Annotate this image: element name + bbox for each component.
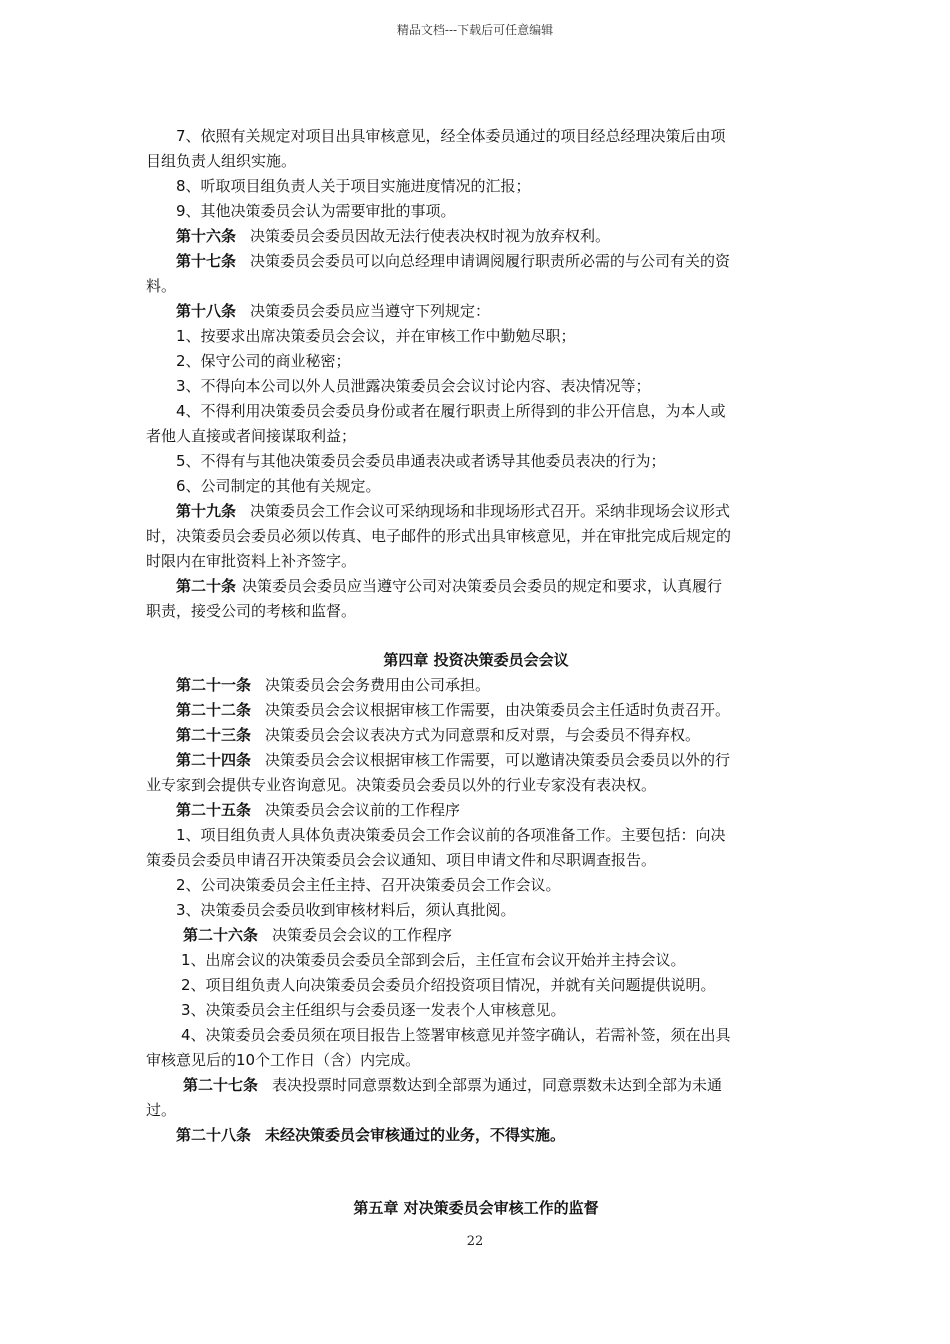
article-heading: 第十八条 (176, 302, 237, 320)
paragraph-line: 料。 (146, 277, 177, 295)
list-item: 2、公司决策委员会主任主持、召开决策委员会工作会议。 (176, 876, 561, 894)
article-18 (146, 299, 806, 324)
article-heading: 第二十六条 (183, 926, 259, 944)
article-heading: 第十六条 (176, 227, 237, 245)
paragraph-line: 职责，接受公司的考核和监督。 (146, 602, 357, 620)
chapter-title: 第五章 对决策委员会审核工作的监督 (353, 1199, 599, 1217)
list-item: 6、公司制定的其他有关规定。 (176, 477, 381, 495)
article-text: 决策委员会会议根据审核工作需要，由决策委员会主任适时负责召开。 (265, 701, 731, 719)
article-heading: 第二十条 (176, 577, 237, 595)
article-text: 决策委员会会务费用由公司承担。 (265, 676, 491, 694)
list-item: 3、决策委员会委员收到审核材料后，须认真批阅。 (176, 901, 516, 919)
article-text: 决策委员会会议前的工作程序 (265, 801, 461, 819)
article-text: 未经决策委员会审核通过的业务，不得实施。 (265, 1126, 566, 1144)
list-item: 1、按要求出席决策委员会会议，并在审核工作中勤勉尽职； (176, 327, 576, 345)
chapter-title: 第四章 投资决策委员会会议 (383, 651, 569, 669)
paragraph-line: 业专家到会提供专业咨询意见。决策委员会委员以外的行业专家没有表决权。 (146, 776, 657, 794)
list-item: 2、保守公司的商业秘密； (176, 352, 351, 370)
article-text: 决策委员会委员应当遵守下列规定： (250, 302, 491, 320)
article-22 (146, 698, 806, 723)
paragraph-line: 过。 (146, 1101, 177, 1119)
article-20 (146, 574, 806, 599)
paragraph-line: 审核意见后的10个工作日（含）内完成。 (146, 1051, 421, 1069)
paragraph-line: 8、听取项目组负责人关于项目实施进度情况的汇报； (176, 177, 531, 195)
article-heading: 第十七条 (176, 252, 237, 270)
article-19 (146, 499, 806, 524)
article-text: 决策委员会委员可以向总经理申请调阅履行职责所必需的与公司有关的资 (250, 252, 731, 270)
list-item: 4、不得利用决策委员会委员身份或者在履行职责上所得到的非公开信息，为本人或 (176, 402, 726, 420)
article-16 (146, 224, 806, 249)
article-heading: 第二十五条 (176, 801, 252, 819)
article-heading: 第二十七条 (183, 1076, 259, 1094)
article-25 (146, 798, 806, 823)
list-item: 3、决策委员会主任组织与会委员逐一发表个人审核意见。 (181, 1001, 566, 1019)
article-text: 决策委员会委员因故无法行使表决权时视为放弃权利。 (250, 227, 611, 245)
list-item: 4、决策委员会委员须在项目报告上签署审核意见并签字确认，若需补签，须在出具 (181, 1026, 731, 1044)
article-23 (146, 723, 806, 748)
article-21 (146, 673, 806, 698)
list-item: 1、项目组负责人具体负责决策委员会工作会议前的各项准备工作。主要包括：向决 (176, 826, 726, 844)
page-header: 精品文档---下载后可任意编辑 (396, 23, 554, 37)
paragraph-line: 者他人直接或者间接谋取利益； (146, 427, 357, 445)
list-item: 2、项目组负责人向决策委员会委员介绍投资项目情况，并就有关问题提供说明。 (181, 976, 716, 994)
article-heading: 第二十四条 (176, 751, 252, 769)
list-item: 1、出席会议的决策委员会委员全部到会后，主任宣布会议开始并主持会议。 (181, 951, 686, 969)
list-item: 3、不得向本公司以外人员泄露决策委员会会议讨论内容、表决情况等； (176, 377, 651, 395)
document-body (146, 124, 806, 1221)
article-28 (146, 1123, 806, 1148)
page-number: 22 (466, 1234, 484, 1249)
article-text: 决策委员会会议表决方式为同意票和反对票，与会委员不得弃权。 (265, 726, 701, 744)
article-text: 决策委员会工作会议可采纳现场和非现场形式召开。采纳非现场会议形式 (250, 502, 731, 520)
article-heading: 第十九条 (176, 502, 237, 520)
article-heading: 第二十三条 (176, 726, 252, 744)
paragraph-line: 策委员会委员申请召开决策委员会会议通知、项目申请文件和尽职调查报告。 (146, 851, 657, 869)
list-item: 5、不得有与其他决策委员会委员串通表决或者诱导其他委员表决的行为； (176, 452, 666, 470)
article-text: 决策委员会会议的工作程序 (272, 926, 453, 944)
paragraph-line: 时，决策委员会委员必须以传真、电子邮件的形式出具审核意见，并在审批完成后规定的 (146, 527, 732, 545)
article-17 (146, 249, 806, 274)
article-text: 决策委员会委员应当遵守公司对决策委员会委员的规定和要求，认真履行 (242, 577, 723, 595)
paragraph-line: 时限内在审批资料上补齐签字。 (146, 552, 357, 570)
article-heading: 第二十一条 (176, 676, 252, 694)
article-26 (146, 923, 806, 948)
article-text: 表决投票时同意票数达到全部票为通过，同意票数未达到全部为未通 (272, 1076, 723, 1094)
article-heading: 第二十二条 (176, 701, 252, 719)
paragraph-line: 目组负责人组织实施。 (146, 152, 297, 170)
article-27 (146, 1073, 806, 1098)
article-24 (146, 748, 806, 773)
article-heading: 第二十八条 (176, 1126, 252, 1144)
article-text: 决策委员会会议根据审核工作需要，可以邀请决策委员会委员以外的行 (265, 751, 731, 769)
paragraph-line: 9、其他决策委员会认为需要审批的事项。 (176, 202, 456, 220)
paragraph-line: 7、依照有关规定对项目出具审核意见，经全体委员通过的项目经总经理决策后由项 (176, 127, 726, 145)
